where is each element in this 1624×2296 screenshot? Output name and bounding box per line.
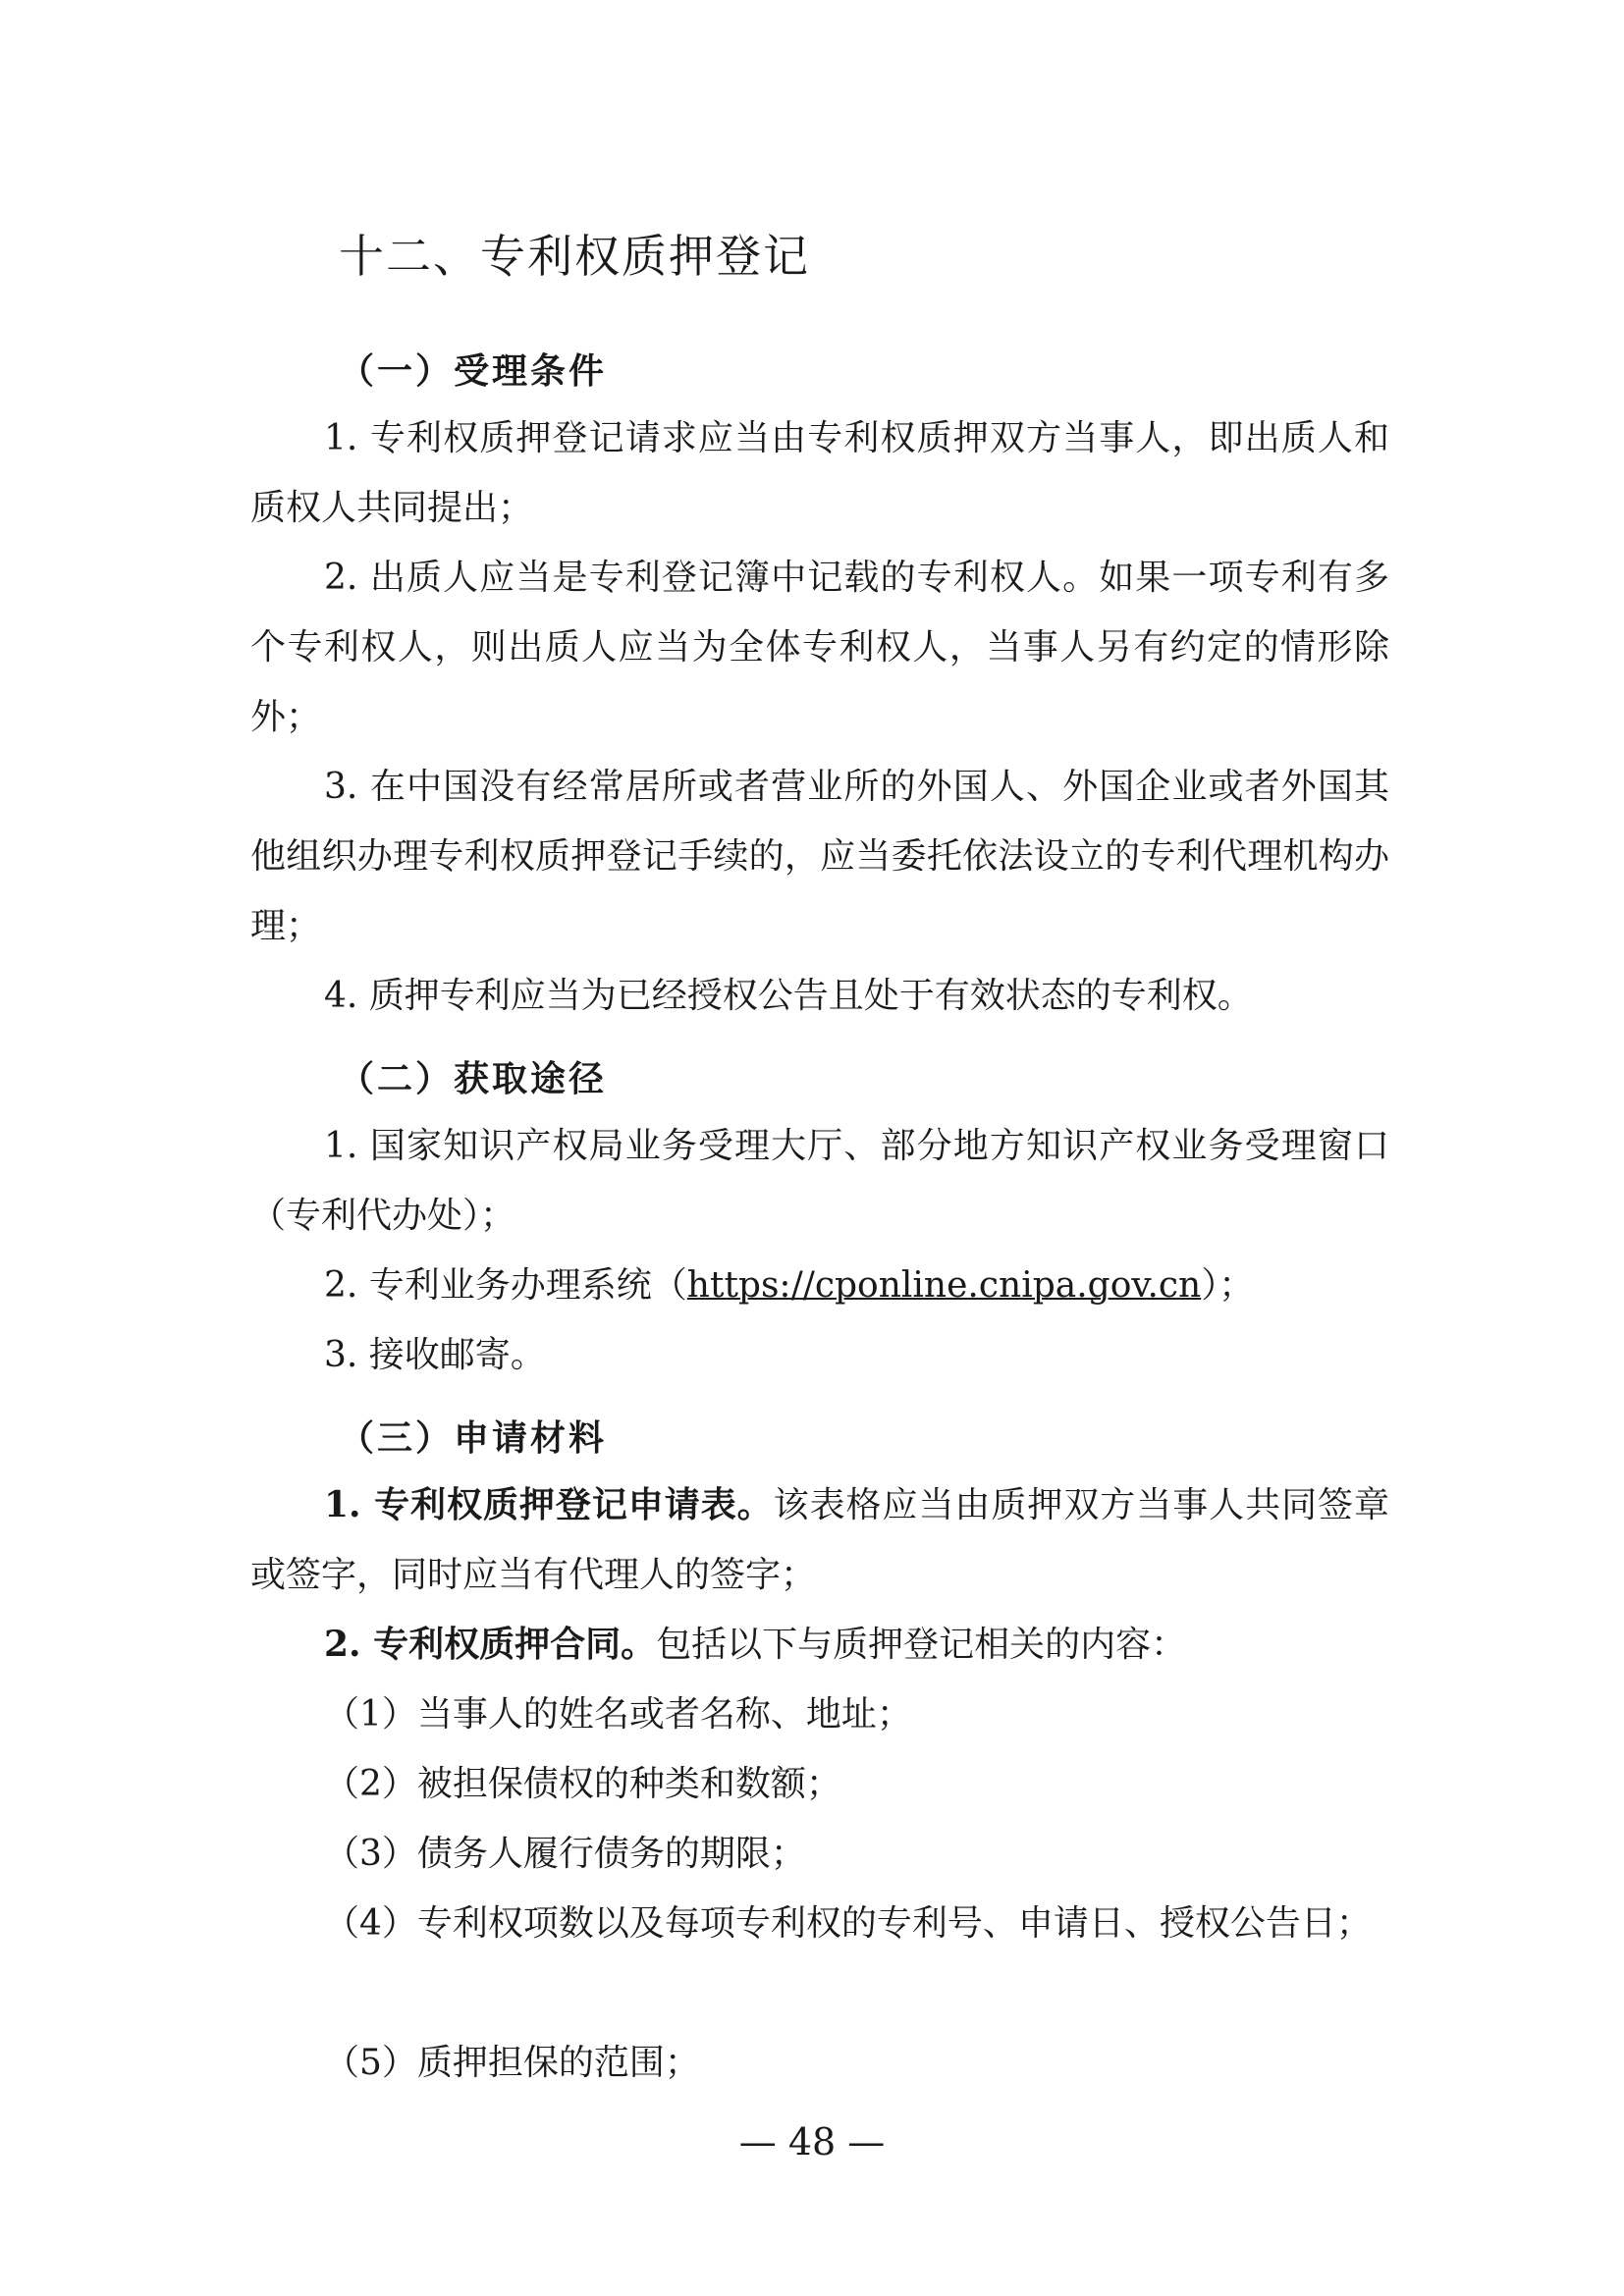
access-channel-1: 1. 国家知识产权局业务受理大厅、部分地方知识产权业务受理窗口（专利代办处）； <box>250 1126 1389 1236</box>
section-heading-application-materials: （三）申请材料 <box>339 1418 608 1459</box>
access-channel-3: 3. 接收邮寄。 <box>324 1335 546 1375</box>
material-1-text: 该表格应当由质押双方当事人共同签章或签字，同时应当有代理人的签字； <box>250 1485 1389 1595</box>
page-title: 十二、专利权质押登记 <box>339 230 810 283</box>
contract-item-3: （3）债务人履行债务的期限； <box>324 1834 806 1874</box>
contract-item-2: （2）被担保债权的种类和数额； <box>324 1764 841 1804</box>
contract-item-5: （5）质押担保的范围； <box>324 2043 700 2083</box>
access-channel-2-prefix: 2. 专利业务办理系统（ <box>324 1265 687 1306</box>
acceptance-condition-1: 1. 专利权质押登记请求应当由专利权质押双方当事人，即出质人和质权人共同提出； <box>250 418 1389 528</box>
contract-item-1: （1）当事人的姓名或者名称、地址； <box>324 1694 912 1735</box>
material-1-name: 1. 专利权质押登记申请表。 <box>324 1484 774 1525</box>
cponline-link[interactable]: https://cponline.cnipa.gov.cn <box>686 1265 1202 1306</box>
acceptance-condition-3: 3. 在中国没有经常居所或者营业所的外国人、外国企业或者外国其他组织办理专利权质押登记手续的，应当委托依法设立的专利代理机构办理； <box>250 767 1389 946</box>
material-2 <box>250 1610 1389 1680</box>
section-heading-acceptance-conditions: （一）受理条件 <box>339 351 608 392</box>
section-heading-access-channels: （二）获取途径 <box>339 1059 608 1099</box>
acceptance-condition-2: 2. 出质人应当是专利登记簿中记载的专利权人。如果一项专利有多个专利权人，则出质人应当为全体专利权人，当事人另有约定的情形除外； <box>250 558 1389 737</box>
material-2-name: 2. 专利权质押合同。 <box>324 1624 657 1665</box>
page-number: — 48 — <box>738 2120 886 2163</box>
acceptance-condition-4: 4. 质押专利应当为已经授权公告且处于有效状态的专利权。 <box>324 976 1253 1016</box>
material-2-text: 包括以下与质押登记相关的内容： <box>656 1625 1187 1665</box>
material-1 <box>250 1470 1389 1610</box>
access-channel-2-suffix: ）； <box>1201 1265 1255 1306</box>
contract-item-4: （4）专利权项数以及每项专利权的专利号、申请日、授权公告日； <box>324 1903 1372 1944</box>
access-channel-2 <box>250 1251 1389 1320</box>
